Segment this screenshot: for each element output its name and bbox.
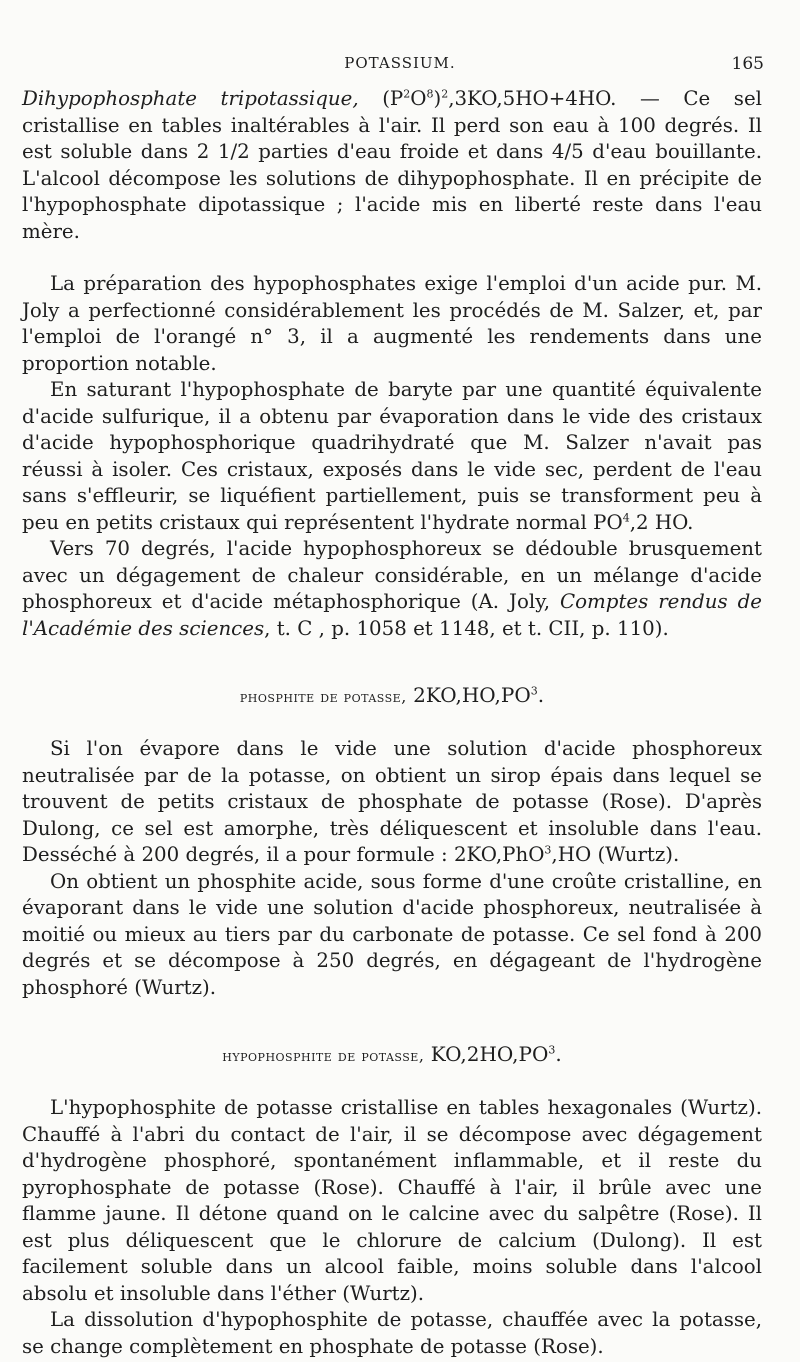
paragraph-phosphite-acid: On obtient un phosphite acide, sous forme d'une croûte cristalline, en évaporant dans le vide une solution d'acide phosphoreux, neutralisée à moitié ou mieux au tiers par du carbonate de potasse. Ce sel fond à 200 degrés et se décompose à 250 degrés, en dégageant de l'hydrogène phosphoré (Wurtz). — [22, 869, 762, 999]
formula-sup: 3 — [544, 843, 552, 857]
running-title: POTASSIUM. — [344, 54, 456, 72]
paragraph-text: Si l'on évapore dans le vide une solution d'acide phosphoreux neutralisée par de la potasse, on obtient un sirop épais dans lequel se trouvent de petits cristaux de phosphate de potasse (Rose). D'après Dulong, ce sel est amorphe, très déliquescent et insoluble dans l'eau. Desséché à 200 degrés, il a pour formule : 2KO,PhO — [22, 737, 762, 866]
paragraph-text: ,2 HO. — [629, 510, 694, 534]
heading-end: . — [537, 683, 545, 707]
paragraph-preparation: La préparation des hypophosphates exige l'emploi d'un acide pur. M. Joly a perfectionné considérablement les procédés de M. Salzer, et, par l'emploi de l'orangé n° 3, il a augmenté les rendements dans une proportion notable. — [22, 272, 762, 375]
paragraph-phosphite-neutral — [22, 736, 762, 869]
heading-end: . — [555, 1042, 562, 1066]
page-header — [0, 52, 800, 78]
paragraph-text: , t. C , p. 1058 et 1148, et t. CII, p. 110). — [264, 616, 669, 640]
formula-part: O — [410, 87, 427, 110]
formula-sup: 4 — [622, 510, 630, 524]
paragraph-text: Vers 70 degrés, l'acide hypophosphoreux se dédouble brusquement avec un dégagement de chaleur considérable, en un mélange d'acide phosphoreux et d'acide métaphosphorique (A. Joly, — [22, 537, 762, 613]
formula-sup: 3 — [530, 684, 538, 698]
formula-part: (P — [358, 87, 404, 110]
page-number: 165 — [731, 54, 764, 74]
compound-name: Dihypophosphate tripotassique, — [22, 87, 359, 110]
formula-sup: 2 — [403, 87, 411, 101]
heading-formula: 2KO,HO,PO — [406, 683, 531, 707]
heading-formula: KO,2HO,PO — [424, 1042, 549, 1066]
formula-part: ) — [433, 87, 442, 110]
formula-part: ,3KO,5HO+4HO. — [448, 87, 617, 110]
section-heading-hypophosphite — [22, 1041, 762, 1069]
body-text — [22, 86, 762, 1360]
paragraph-text: — Ce sel cristallise en tables inaltérables à l'air. Il perd son eau à 100 degrés. Il est soluble dans 2 1/2 parties d'eau froide et dans 4/5 d'eau bouillante. L'alcool décompose les solutions de dihypophosphate. Il en précipite de l'hypophosphate dipotassique ; l'acide mis en liberté reste dans l'eau mère. — [22, 87, 762, 243]
heading-label: phosphite de potasse, — [239, 687, 407, 706]
formula-sup: 3 — [548, 1043, 556, 1057]
formula-sup: 8 — [426, 87, 434, 101]
journal-reference: Comptes rendus de l'Académie des sciences — [22, 590, 762, 640]
heading-label: hypophosphite de potasse, — [222, 1046, 425, 1065]
paragraph-text: ,HO (Wurtz). — [551, 843, 680, 866]
paragraph-hypophosphite: L'hypophosphite de potasse cristallise en tables hexagonales (Wurtz). Chauffé à l'abri du contact de l'air, il se décompose avec dégagement d'hydrogène phosphoré, spontanément inflammable, et il reste du pyrophosphate de potasse (Rose). Chauffé à l'air, il brûle avec une flamme jaune. Il détone quand on le calcine avec du salpêtre (Rose). Il est plus déliquescent que le chlorure de calcium (Dulong). Il est facilement soluble dans un alcool faible, moins soluble dans l'alcool absolu et insoluble dans l'éther (Wurtz). — [22, 1096, 762, 1305]
paragraph-text: En saturant l'hypophosphate de baryte par une quantité équivalente d'acide sulfurique, il a obtenu par évaporation dans le vide des cristaux d'acide hypophosphorique quadrihydraté que M. Salzer n'avait pas réussi à isoler. Ces cristaux, exposés dans le vide sec, perdent de l'eau sans s'effleurir, se liquéfient partiellement, puis se transforment peu à peu en petits cristaux qui représentent l'hydrate normal PO — [22, 378, 762, 534]
section-heading-phosphite — [22, 682, 762, 710]
paragraph-hypophosphite-dissolution: La dissolution d'hypophosphite de potasse, chauffée avec la potasse, se change complètement en phosphate de potasse (Rose). — [22, 1308, 762, 1358]
paragraph-decomposition — [22, 536, 762, 642]
dihypophosphate-paragraph — [22, 86, 762, 245]
formula-sup: 2 — [441, 87, 449, 101]
paragraph-saturation — [22, 377, 762, 536]
